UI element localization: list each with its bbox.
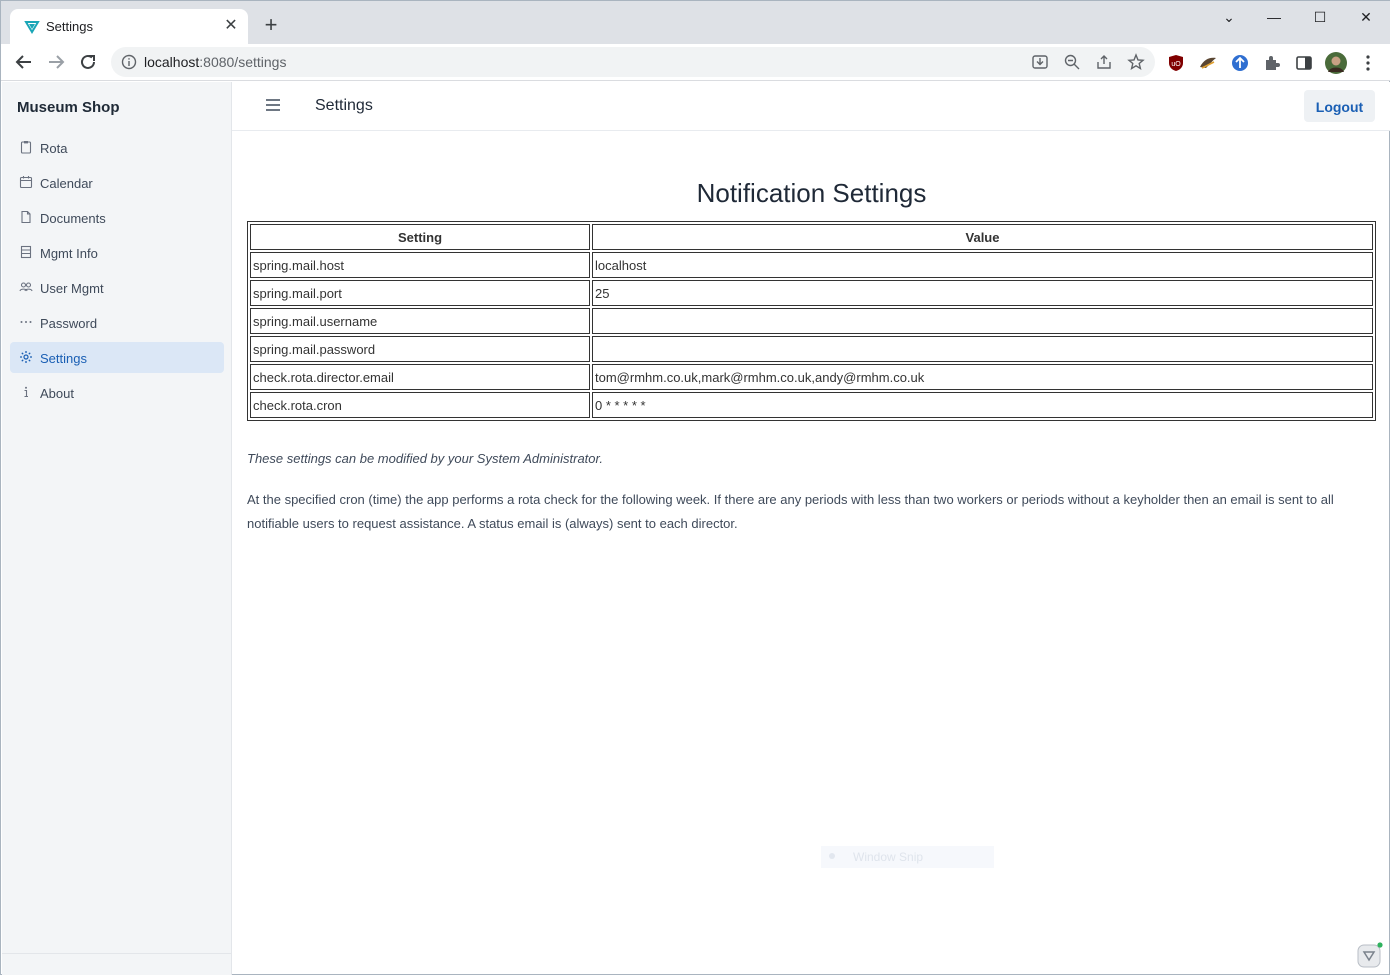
users-icon bbox=[19, 280, 33, 294]
ellipsis-icon bbox=[19, 315, 33, 329]
table-row bbox=[250, 336, 1373, 362]
browser-tab-settings[interactable] bbox=[10, 9, 248, 44]
install-app-icon[interactable] bbox=[1031, 53, 1049, 71]
corner-app-badge-icon[interactable] bbox=[1357, 942, 1383, 968]
setting-name-cell: spring.mail.port bbox=[250, 280, 590, 306]
ublock-extension-icon[interactable] bbox=[1166, 53, 1186, 73]
profile-avatar[interactable] bbox=[1325, 52, 1347, 74]
tab-close-icon[interactable]: ✕ bbox=[224, 17, 238, 34]
app-header bbox=[232, 82, 1390, 131]
window-snip-overlay bbox=[821, 846, 994, 868]
forward-arrow-icon[interactable] bbox=[44, 50, 68, 74]
sidebar-item-label: Documents bbox=[40, 211, 106, 226]
reload-icon[interactable] bbox=[76, 50, 100, 74]
setting-value-cell: 25 bbox=[592, 280, 1373, 306]
sidebar-item-label: Settings bbox=[40, 351, 87, 366]
tab-search-button[interactable]: ⌄ bbox=[1223, 9, 1235, 25]
sidebar-item-calendar[interactable] bbox=[10, 167, 224, 198]
menu-toggle-icon[interactable] bbox=[264, 97, 282, 113]
table-header-row bbox=[250, 224, 1373, 250]
sidebar-item-label: Mgmt Info bbox=[40, 246, 98, 261]
app-sidebar bbox=[2, 82, 232, 975]
sidebar-item-about[interactable] bbox=[10, 377, 224, 408]
table-row bbox=[250, 280, 1373, 306]
tab-title: Settings bbox=[46, 19, 93, 34]
sidebar-item-mgmt-info[interactable] bbox=[10, 237, 224, 268]
sidebar-item-password[interactable] bbox=[10, 307, 224, 338]
svg-text:uO: uO bbox=[1171, 61, 1181, 68]
address-bar[interactable] bbox=[111, 47, 1155, 77]
setting-value-cell: 0 * * * * * bbox=[592, 392, 1373, 418]
cron-description: At the specified cron (time) the app performs a rota check for the following week. If there are any periods with less than two workers or periods without a keyholder then an email is sent to all notifiable users to request assistance. A status email is (always) sent to each director. bbox=[247, 492, 1334, 531]
close-window-button[interactable]: ✕ bbox=[1360, 9, 1372, 25]
sidebar-item-settings[interactable] bbox=[10, 342, 224, 373]
browser-toolbar bbox=[1, 44, 1390, 81]
site-info-icon[interactable] bbox=[121, 54, 137, 70]
section-heading: Notification Settings bbox=[696, 178, 927, 208]
info-icon bbox=[19, 385, 33, 399]
setting-value-cell: localhost bbox=[592, 252, 1373, 278]
sidebar-item-user-mgmt[interactable] bbox=[10, 272, 224, 303]
table-row bbox=[250, 252, 1373, 278]
clipboard-icon bbox=[19, 140, 33, 154]
app-brand: Museum Shop bbox=[17, 99, 120, 116]
sidebar-footer bbox=[2, 953, 231, 975]
snip-dot-icon bbox=[829, 853, 835, 859]
side-panel-icon[interactable] bbox=[1294, 53, 1314, 73]
settings-table bbox=[247, 221, 1376, 421]
minimize-button[interactable]: — bbox=[1267, 9, 1281, 25]
list-icon bbox=[19, 245, 33, 259]
sidebar-nav bbox=[10, 132, 224, 412]
sidebar-item-label: Password bbox=[40, 316, 98, 331]
extension-circle-icon[interactable] bbox=[1230, 53, 1250, 73]
setting-name-cell: spring.mail.username bbox=[250, 308, 590, 334]
share-icon[interactable] bbox=[1095, 53, 1113, 71]
maximize-button[interactable]: ☐ bbox=[1313, 9, 1327, 25]
setting-value-cell bbox=[592, 308, 1373, 334]
back-arrow-icon[interactable] bbox=[12, 50, 36, 74]
sidebar-item-label: User Mgmt bbox=[40, 281, 104, 296]
setting-name-cell: check.rota.cron bbox=[250, 392, 590, 418]
table-row bbox=[250, 364, 1373, 390]
url-text bbox=[144, 54, 286, 70]
new-tab-button[interactable]: + bbox=[264, 12, 278, 37]
sidebar-item-documents[interactable] bbox=[10, 202, 224, 233]
column-header-setting: Setting bbox=[250, 224, 590, 250]
tab-strip bbox=[1, 1, 1390, 44]
url-host: localhost bbox=[144, 54, 200, 70]
page-title: Settings bbox=[315, 97, 373, 114]
extensions-puzzle-icon[interactable] bbox=[1262, 53, 1282, 73]
setting-name-cell: spring.mail.password bbox=[250, 336, 590, 362]
column-header-value: Value bbox=[592, 224, 1373, 250]
browser-menu-icon[interactable] bbox=[1358, 53, 1378, 73]
sidebar-item-label: Rota bbox=[40, 141, 68, 156]
setting-value-cell bbox=[592, 336, 1373, 362]
document-icon bbox=[19, 210, 33, 224]
table-row bbox=[250, 308, 1373, 334]
url-path: :8080/settings bbox=[199, 54, 287, 70]
bookmark-star-icon[interactable] bbox=[1127, 53, 1145, 71]
snip-label: Window Snip bbox=[853, 850, 924, 864]
calendar-icon bbox=[19, 175, 33, 189]
gear-icon bbox=[19, 350, 33, 364]
app-favicon-icon bbox=[24, 19, 40, 35]
sidebar-item-label: Calendar bbox=[40, 176, 93, 191]
logout-button[interactable]: Logout bbox=[1304, 90, 1375, 122]
setting-name-cell: check.rota.director.email bbox=[250, 364, 590, 390]
admin-note: These settings can be modified by your System Administrator. bbox=[247, 451, 603, 466]
setting-value-cell: tom@rmhm.co.uk,mark@rmhm.co.uk,andy@rmhm.co.uk bbox=[592, 364, 1373, 390]
sidebar-item-rota[interactable] bbox=[10, 132, 224, 163]
extension-wing-icon[interactable] bbox=[1198, 53, 1218, 73]
table-row bbox=[250, 392, 1373, 418]
sidebar-item-label: About bbox=[40, 386, 74, 401]
setting-name-cell: spring.mail.host bbox=[250, 252, 590, 278]
zoom-out-icon[interactable] bbox=[1063, 53, 1081, 71]
